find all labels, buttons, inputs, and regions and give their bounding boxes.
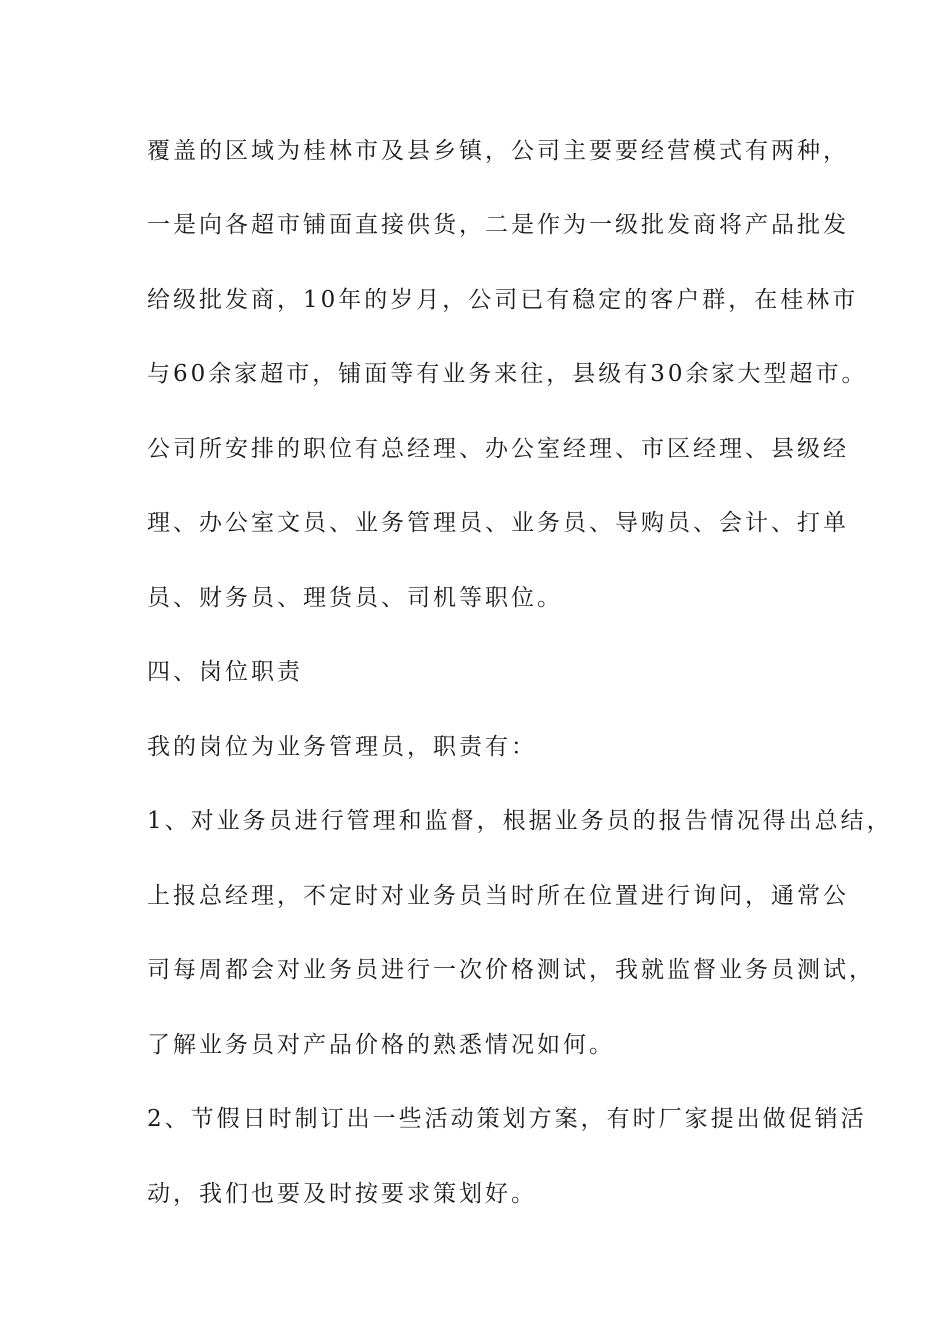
- text-line-6: 理、办公室文员、业务管理员、业务员、导购员、会计、打单: [147, 510, 849, 536]
- text-line-7: 员、财务员、理货员、司机等职位。: [147, 585, 563, 611]
- text-line-4: 与60余家超市，铺面等有业务来往，县级有30余家大型超市。: [147, 361, 868, 387]
- text-line-2: 一是向各超市铺面直接供货，二是作为一级批发商将产品批发: [147, 212, 849, 238]
- text-line-13: 了解业务员对产品价格的熟悉情况如何。: [147, 1032, 615, 1058]
- section-heading: 四、岗位职责: [147, 659, 303, 685]
- text-line-3: 给级批发商，10年的岁月，公司已有稳定的客户群，在桂林市: [147, 287, 859, 313]
- text-line-11: 上报总经理，不定时对业务员当时所在位置进行询问，通常公: [147, 883, 849, 909]
- text-line-10: 1、对业务员进行管理和监督，根据业务员的报告情况得出总结，: [147, 808, 893, 834]
- text-line-14: 2、节假日时制订出一些活动策划方案，有时厂家提出做促销活: [147, 1106, 867, 1132]
- text-line-9: 我的岗位为业务管理员，职责有：: [147, 734, 537, 760]
- text-line-1: 覆盖的区域为桂林市及县乡镇，公司主要要经营模式有两种，: [147, 138, 849, 164]
- text-line-15: 动，我们也要及时按要求策划好。: [147, 1181, 537, 1207]
- text-line-12: 司每周都会对业务员进行一次价格测试，我就监督业务员测试，: [147, 957, 875, 983]
- text-line-5: 公司所安排的职位有总经理、办公室经理、市区经理、县级经: [147, 436, 849, 462]
